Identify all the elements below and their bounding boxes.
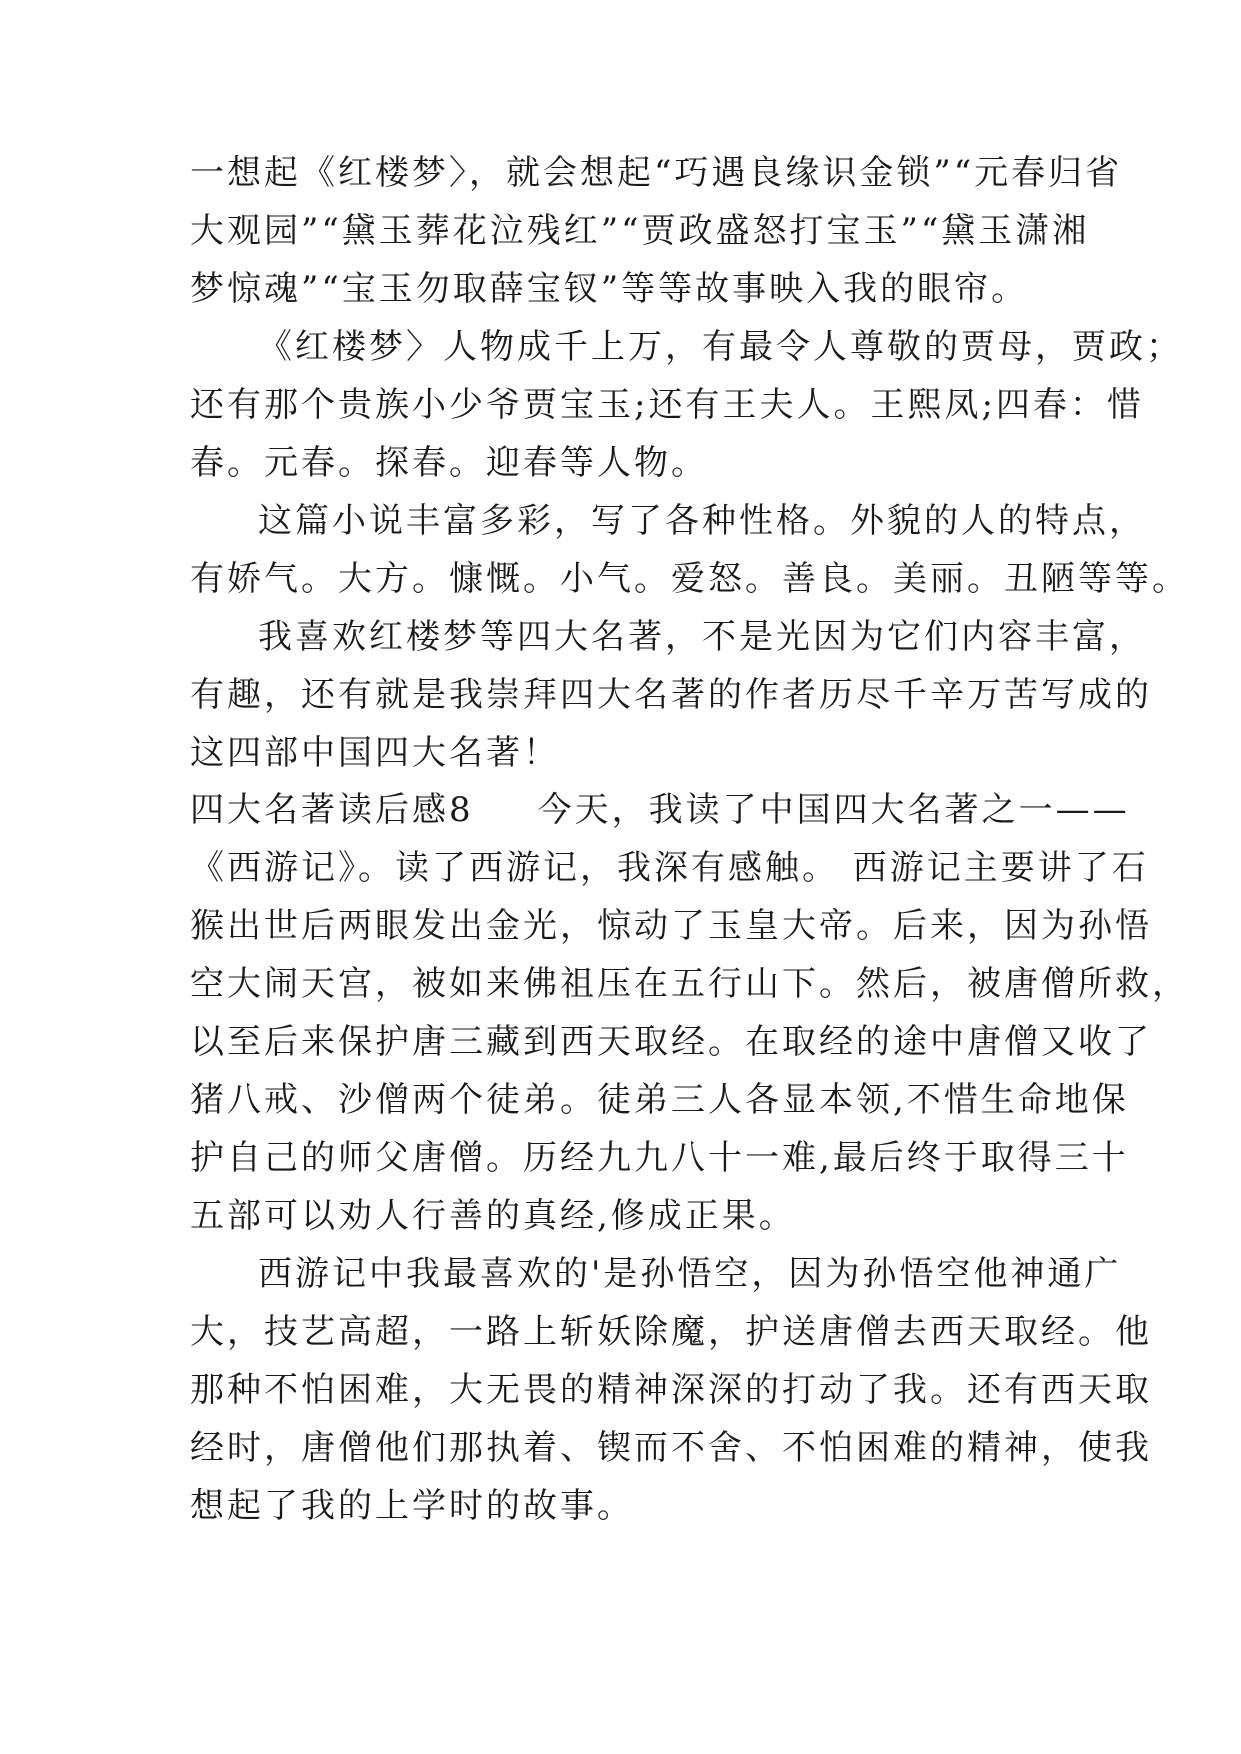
text-line: 春。元春。探春。迎春等人物。 (190, 443, 708, 483)
text-line: 护自己的师父唐僧。历经九九八十一难,最后终于取得三十 (190, 1138, 1129, 1178)
text-line: 大，技艺高超，一路上斩妖除魔，护送唐僧去西天取经。他 (190, 1312, 1152, 1352)
text-line: 梦惊魂”“宝玉勿取薛宝钗”等等故事映入我的眼帘。 (190, 269, 1029, 309)
text-line: 空大闹天宫，被如来佛祖压在五行山下。然后，被唐僧所救， (190, 964, 1189, 1004)
text-line: 我喜欢红楼梦等四大名著，不是光因为它们内容丰富， (258, 617, 1146, 657)
text-line: 一想起《红楼梦〉，就会想起“巧遇良缘识金锁”“元春归省 (190, 153, 1123, 193)
essay-first-line: 今天，我读了中国四大名著之一—— (537, 790, 1130, 830)
text-line: 《西游记》。读了西游记，我深有感触。 西游记主要讲了石 (190, 848, 1149, 888)
text-line: 猴出世后两眼发出金光，惊动了玉皇大帝。后来，因为孙悟 (190, 906, 1152, 946)
text-line: 以至后来保护唐三藏到西天取经。在取经的途中唐僧又收了 (190, 1022, 1152, 1062)
text-line: 有娇气。大方。慷慨。小气。爱怒。善良。美丽。丑陋等等。 (190, 559, 1189, 599)
text-line: 这四部中国四大名著！ (190, 733, 560, 773)
essay-title: 四大名著读后感8 (190, 790, 474, 830)
text-line: 五部可以劝人行善的真经,修成正果。 (190, 1196, 796, 1236)
text-line: 这篇小说丰富多彩，写了各种性格。外貌的人的特点， (258, 501, 1146, 541)
text-line: 大观园”“黛玉葬花泣残红”“贾政盛怒打宝玉”“黛玉潇湘 (190, 211, 1090, 251)
text-line: 《红楼梦〉人物成千上万，有最令人尊敬的贾母，贾政； (258, 327, 1183, 367)
text-line: 那种不怕困难，大无畏的精神深深的打动了我。还有西天取 (190, 1370, 1152, 1410)
essay-heading-line (190, 790, 1130, 830)
text-line: 西游记中我最喜欢的'是孙悟空，因为孙悟空他神通广 (258, 1254, 1122, 1294)
text-line: 经时，唐僧他们那执着、锲而不舍、不怕困难的精神，使我 (190, 1428, 1152, 1468)
text-line: 还有那个贵族小少爷贾宝玉;还有王夫人。王熙凤;四春：惜 (190, 385, 1144, 425)
text-line: 有趣，还有就是我崇拜四大名著的作者历尽千辛万苦写成的 (190, 675, 1152, 715)
text-line: 猪八戒、沙僧两个徒弟。徒弟三人各显本领,不惜生命地保 (190, 1080, 1129, 1120)
text-line: 想起了我的上学时的故事。 (190, 1486, 634, 1526)
